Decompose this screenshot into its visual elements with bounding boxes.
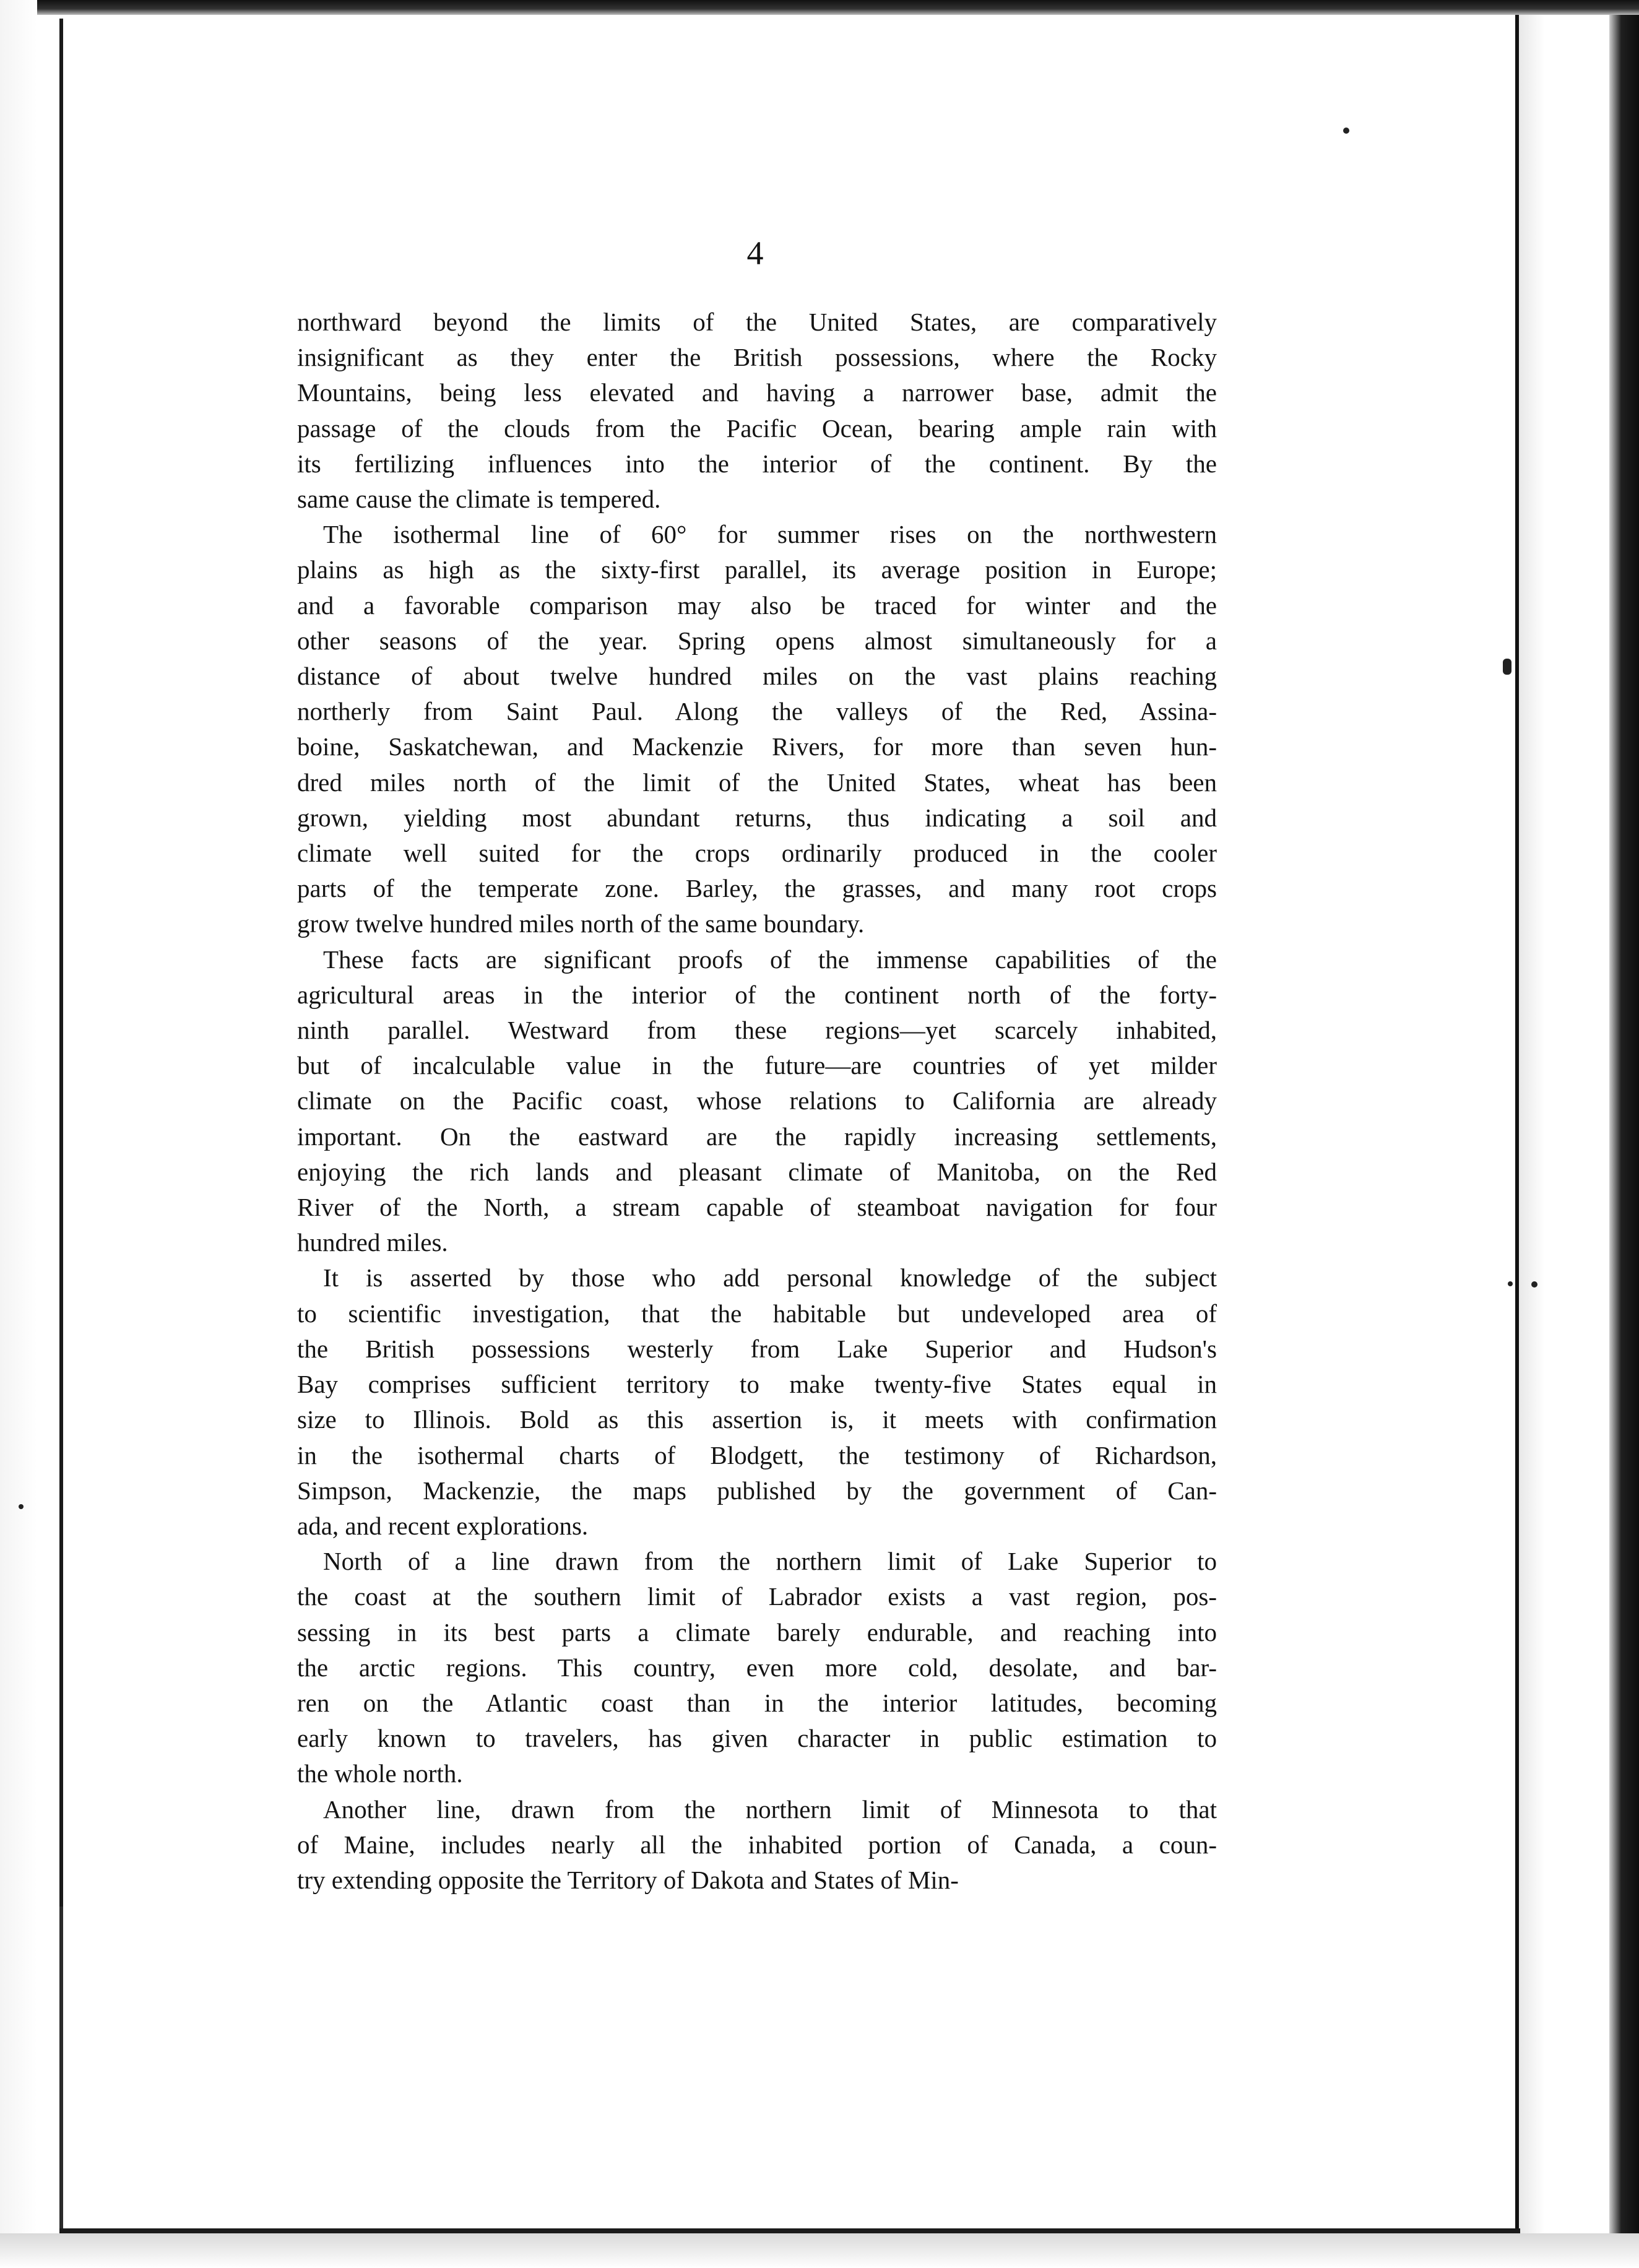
text-line: passage of the clouds from the Pacific Ocean, bearing ample rain with [297, 413, 1217, 443]
text-line: It is asserted by those who add personal knowledge of the subject [323, 1263, 1217, 1292]
text-line: River of the North, a stream capable of steamboat navigation for four [297, 1193, 1217, 1222]
text-line: the arctic regions. This country, even more cold, desolate, and bar- [297, 1653, 1217, 1682]
text-line: to scientific investigation, that the habitable but undeveloped area of [297, 1299, 1217, 1328]
text-line: plains as high as the sixty-first parallel, its average position in Europe; [297, 555, 1217, 584]
text-line: insignificant as they enter the British possessions, where the Rocky [297, 343, 1217, 372]
text-line: the whole north. [297, 1759, 463, 1788]
text-line: its fertilizing influences into the interior of the continent. By the [297, 449, 1217, 478]
paragraph-5 [297, 1544, 1217, 1791]
text-line: parts of the temperate zone. Barley, the grasses, and many root crops [297, 874, 1217, 903]
text-line: the coast at the southern limit of Labrador exists a vast region, pos- [297, 1582, 1217, 1611]
text-line: grown, yielding most abundant returns, thus indicating a soil and [297, 803, 1217, 832]
text-line: grow twelve hundred miles north of the same boundary. [297, 909, 865, 938]
paragraph-6 [297, 1792, 1217, 1898]
text-line: climate well suited for the crops ordinarily produced in the cooler [297, 839, 1217, 868]
scan-top-edge [0, 0, 1639, 15]
scan-speck [19, 1504, 24, 1509]
text-line: the British possessions westerly from Lake Superior and Hudson's [297, 1334, 1217, 1363]
text-line: dred miles north of the limit of the United States, wheat has been [297, 768, 1217, 797]
scan-speck [1343, 128, 1349, 134]
text-line: and a favorable comparison may also be traced for winter and the [297, 591, 1217, 620]
text-line: of Maine, includes nearly all the inhabited portion of Canada, a coun- [297, 1830, 1217, 1859]
text-line: size to Illinois. Bold as this assertion is, it meets with confirmation [297, 1405, 1217, 1434]
text-line: distance of about twelve hundred miles on the vast plains reaching [297, 662, 1217, 691]
scan-left-margin [0, 0, 37, 2268]
scan-left-border-lower [59, 1907, 63, 2228]
text-line: hundred miles. [297, 1228, 448, 1257]
body-text [297, 305, 1217, 1898]
text-line: Mountains, being less elevated and having a narrower base, admit the [297, 378, 1217, 407]
page-number: 4 [746, 235, 764, 272]
paragraph-1 [297, 305, 1217, 517]
text-line: same cause the climate is tempered. [297, 485, 661, 514]
text-line: These facts are significant proofs of the immense capabilities of the [323, 945, 1217, 974]
scan-speck [1503, 659, 1511, 675]
text-line: Simpson, Mackenzie, the maps published by the government of Can- [297, 1476, 1217, 1505]
text-line: ada, and recent explorations. [297, 1511, 589, 1540]
scan-speck [1508, 1281, 1513, 1286]
text-line: important. On the eastward are the rapidly increasing settlements, [297, 1122, 1217, 1151]
paragraph-2 [297, 517, 1217, 941]
text-line: ren on the Atlantic coast than in the interior latitudes, becoming [297, 1688, 1217, 1717]
text-line: The isothermal line of 60° for summer rises on the northwestern [323, 520, 1217, 549]
text-line: try extending opposite the Territory of Dakota and States of Min- [297, 1865, 959, 1894]
text-line: enjoying the rich lands and pleasant climate of Manitoba, on the Red [297, 1157, 1217, 1186]
text-line: North of a line drawn from the northern limit of Lake Superior to [323, 1547, 1217, 1576]
text-line: in the isothermal charts of Blodgett, the testimony of Richardson, [297, 1440, 1217, 1469]
text-line: agricultural areas in the interior of the continent north of the forty- [297, 980, 1217, 1009]
text-line: Another line, drawn from the northern limit of Minnesota to that [323, 1794, 1217, 1824]
scan-bottom-border [59, 2228, 1520, 2233]
text-line: early known to travelers, has given character in public estimation to [297, 1724, 1217, 1753]
text-line: but of incalculable value in the future—are countries of yet milder [297, 1051, 1217, 1080]
text-line: northerly from Saint Paul. Along the valleys of the Red, Assina- [297, 697, 1217, 726]
text-line: boine, Saskatchewan, and Mackenzie Rivers, for more than seven hun- [297, 732, 1217, 761]
text-line: ninth parallel. Westward from these regions—yet scarcely inhabited, [297, 1016, 1217, 1045]
paragraph-3 [297, 942, 1217, 1261]
scan-right-edge [1609, 15, 1639, 2268]
text-line: other seasons of the year. Spring opens almost simultaneously for a [297, 626, 1217, 655]
scan-bottom-edge [0, 2233, 1639, 2268]
paragraph-4 [297, 1260, 1217, 1544]
text-line: sessing in its best parts a climate barely endurable, and reaching into [297, 1617, 1217, 1647]
text-line: northward beyond the limits of the United States, are comparatively [297, 308, 1217, 336]
scan-left-border [59, 19, 63, 1919]
scan-speck [1531, 1281, 1537, 1288]
text-line: climate on the Pacific coast, whose relations to California are already [297, 1086, 1217, 1115]
text-line: Bay comprises sufficient territory to make twenty-five States equal in [297, 1370, 1217, 1399]
scan-right-gutter [1519, 15, 1545, 2237]
